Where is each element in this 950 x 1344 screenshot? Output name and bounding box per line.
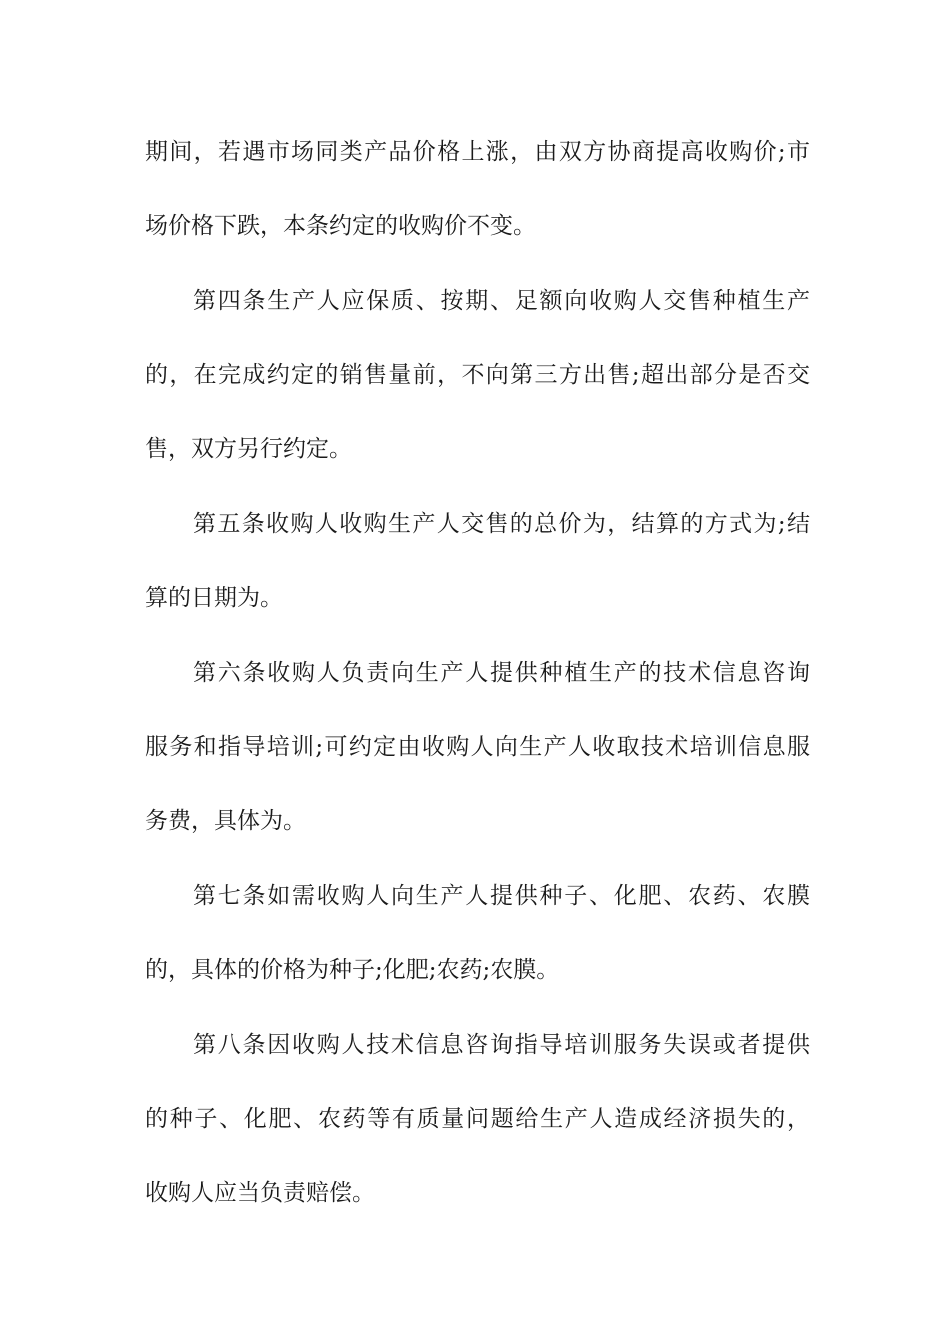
text-line: 的种子、化肥、农药等有质量问题给生产人造成经济损失的， [145, 1106, 810, 1132]
text-line: 期间，若遇市场同类产品价格上涨，由双方协商提高收购价;市 [145, 139, 810, 165]
text-line: 服务和指导培训;可约定由收购人向生产人收取技术培训信息服 [145, 734, 810, 760]
text-line: 的，具体的价格为种子;化肥;农药;农膜。 [145, 957, 560, 983]
paragraph-start-line: 第七条如需收购人向生产人提供种子、化肥、农药、农膜 [193, 883, 810, 909]
paragraph-start-line: 第五条收购人收购生产人交售的总价为，结算的方式为;结 [193, 511, 810, 537]
text-line: 收购人应当负责赔偿。 [145, 1180, 375, 1206]
text-line: 算的日期为。 [145, 585, 283, 611]
text-line: 的，在完成约定的销售量前，不向第三方出售;超出部分是否交 [145, 362, 810, 388]
text-line: 场价格下跌，本条约定的收购价不变。 [145, 213, 536, 239]
paragraph-start-line: 第六条收购人负责向生产人提供种植生产的技术信息咨询 [193, 660, 810, 686]
paragraph-start-line: 第八条因收购人技术信息咨询指导培训服务失误或者提供 [193, 1032, 810, 1058]
paragraph-start-line: 第四条生产人应保质、按期、足额向收购人交售种植生产 [193, 288, 810, 314]
text-line: 售，双方另行约定。 [145, 436, 352, 462]
text-line: 务费，具体为。 [145, 808, 306, 834]
